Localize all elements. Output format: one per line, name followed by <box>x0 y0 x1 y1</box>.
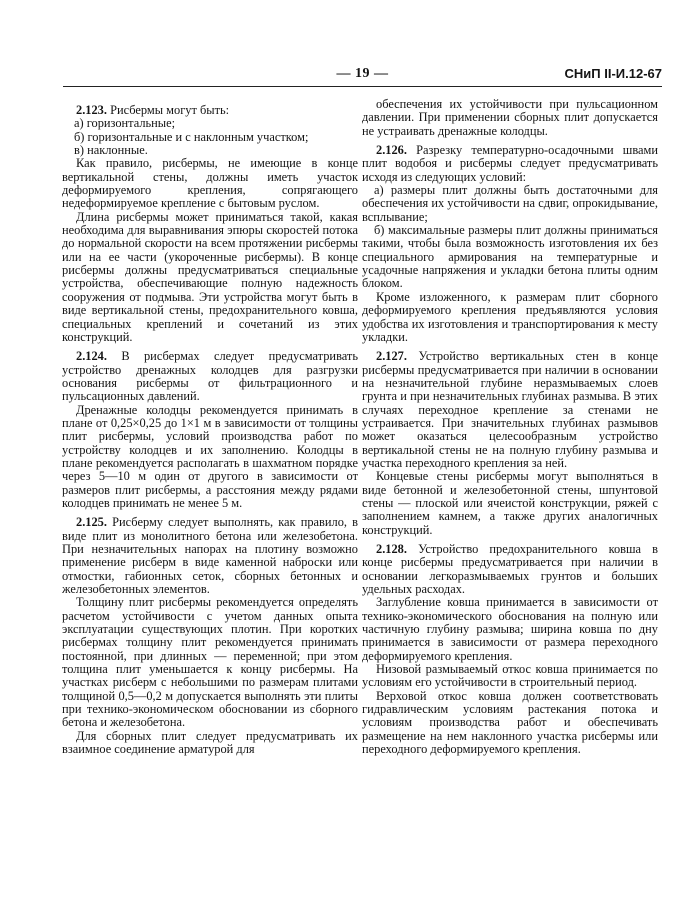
paragraph-text: Рисбермы могут быть: <box>106 103 230 117</box>
paragraph <box>62 350 358 403</box>
paragraph-text: Для сборных плит следует предусматривать их взаимное соединение арматурой для <box>62 728 358 757</box>
paragraph <box>362 470 658 537</box>
paragraph <box>362 224 658 291</box>
paragraph <box>62 211 358 344</box>
clause-number: 2.127. <box>376 349 407 364</box>
paragraph <box>62 730 358 757</box>
paragraph <box>362 690 658 757</box>
paragraph <box>62 157 358 210</box>
paragraph <box>62 596 358 729</box>
paragraph <box>362 98 658 138</box>
clause-number: 2.124. <box>76 349 107 364</box>
paragraph-text: б) максимальные размеры плит должны приниматься такими, чтобы была возможность изготовления их без специального армирования на температурные и усадочные напряжения и укладки бетона плиты одним блоком. <box>362 223 658 291</box>
paragraph-text: Устройство вертикальных стен в конце рисбермы предусматривается при наличии в основании на незначительной глубине неразмываемых слоев грунта и при незначительных глубинах размыва. В этих случаях переходное крепление за стенами не устраивается. При значительных глубинах размывов может оказаться целесообразным устройство вертикальной стены не на полную глубину размыва и участка переходного крепления за ней. <box>362 349 658 470</box>
paragraph-text: Разрезку температурно-осадочными швами плит водобоя и рисбермы следует предусматривать исходя из следующих условий: <box>362 143 658 184</box>
paragraph <box>362 543 658 596</box>
paragraph-text: Дренажные колодцы рекомендуется принимать в плане от 0,25×0,25 до 1×1 м в зависимости от толщины плит рисбермы, условий производства работ по устройству колодцев и их заполнению. Колодцы в плане рекомендуется располагать в шахматном порядке через 5—10 м один от другого в зависимости от размеров плит рисбермы, а расстояния между рядами колодцев принимать не менее 5 м. <box>62 402 358 510</box>
paragraph-text: Толщину плит рисбермы рекомендуется определять расчетом устойчивости с учетом данных опыта эксплуатации существующих плотин. При коротких рисбермах толщину плит рекомендуется принимать постоянной, при длинных — переменной; при этом толщина плит уменьшается к концу рисбермы. На участках рисберм с небольшими по размерам плитами толщиной 0,5—0,2 м допускается выполнять эти плиты при технико-экономическом обосновании из сборного бетона и железобетона. <box>62 595 358 730</box>
paragraph <box>362 350 658 470</box>
paragraph-text: Устройство предохранительного ковша в конце рисбермы предусматривается при наличии в основании легкоразмываемых грунтов и больших удельных расходах. <box>362 542 658 597</box>
document-code: СНиП II-И.12-67 <box>564 66 662 81</box>
header-rule <box>63 86 662 87</box>
paragraph-text: Длина рисбермы может приниматься такой, какая необходима для выравнивания эпюры скоростей потока до нормальной скорости на всем протяжении рисбермы или на ее части (укороченные рисбермы). В конце рисбермы должны предусматриваться специальные устройства, обеспечивающие полную надежность сооружения от подмыва. Эти устройства могут быть в виде вертикальной стены, предохранительного ковша, специальных креплений и сочетаний из этих конструкций. <box>62 209 358 344</box>
paragraph-text: обеспечения их устойчивости при пульсационном давлении. При применении сборных плит допускается не устраивать дренажные колодцы. <box>362 97 658 138</box>
paragraph-text: а) размеры плит должны быть достаточными для обеспечения их устойчивости на сдвиг, опрокидывание, всплывание; <box>362 183 658 224</box>
paragraph-text: Заглубление ковша принимается в зависимости от технико-экономического обоснования на полную или частичную глубину размыва; ширина ковша по дну принимается в зависимости от размера переходного деформируемого крепления. <box>362 595 658 663</box>
paragraph-text: Верховой откос ковша должен соответствовать гидравлическим условиям растекания потока и условиям производства работ и обеспечивать размещение на нем наклонного участка рисбермы или переходного деформируемого крепления. <box>362 688 658 757</box>
paragraph <box>62 404 358 511</box>
paragraph-text: В рисбермах следует предусматривать устройство дренажных колодцев для разгрузки основания рисбермы от фильтрационного и пульсационных давлений. <box>62 349 358 404</box>
paragraph <box>62 144 358 157</box>
paragraph <box>62 117 358 130</box>
left-column <box>62 98 358 757</box>
paragraph <box>62 131 358 144</box>
paragraph <box>362 596 658 663</box>
paragraph <box>362 184 658 224</box>
paragraph-text: Кроме изложенного, к размерам плит сборного деформируемого крепления предъявляются условия удобства их изготовления и транспортирования к месту укладки. <box>362 289 658 344</box>
page-number: — 19 — <box>336 66 389 81</box>
paragraph <box>362 663 658 690</box>
paragraph-text: б) горизонтальные и с наклонным участком; <box>74 129 309 144</box>
paragraph-text: Низовой размываемый откос ковша принимается по условиям его устойчивости в строительный период. <box>362 662 658 690</box>
clause-number: 2.125. <box>76 515 107 530</box>
clause-number: 2.123. <box>76 103 107 117</box>
right-column <box>362 98 658 757</box>
paragraph-text: Концевые стены рисбермы могут выполняться в виде бетонной и железобетонной стены, шпунтовой стены — плоской или ячеистой конструкции, ряжей с заполнением камнем, а также других аналогичных конструкций. <box>362 469 658 537</box>
clause-number: 2.126. <box>376 143 407 158</box>
paragraph <box>62 516 358 596</box>
clause-number: 2.128. <box>376 542 407 556</box>
paragraph-text: в) наклонные. <box>74 143 148 158</box>
paragraph <box>362 144 658 184</box>
paragraph-text: Рисберму следует выполнять, как правило, в виде плит из монолитного бетона или железобетона. При незначительных напорах на плотину возможно применение рисберм в виде каменной наброски или отмостки, габионных сеток, сборных бетонных и железобетонных элементов. <box>62 515 358 597</box>
paragraph-text: а) горизонтальные; <box>74 116 176 131</box>
paragraph <box>62 104 358 117</box>
page-header <box>63 62 662 88</box>
paragraph-text: Как правило, рисбермы, не имеющие в конце вертикальной стены, должны иметь участок деформируемого крепления, сопрягающего недеформируемое крепление с бытовым руслом. <box>62 156 358 211</box>
paragraph <box>362 291 658 344</box>
